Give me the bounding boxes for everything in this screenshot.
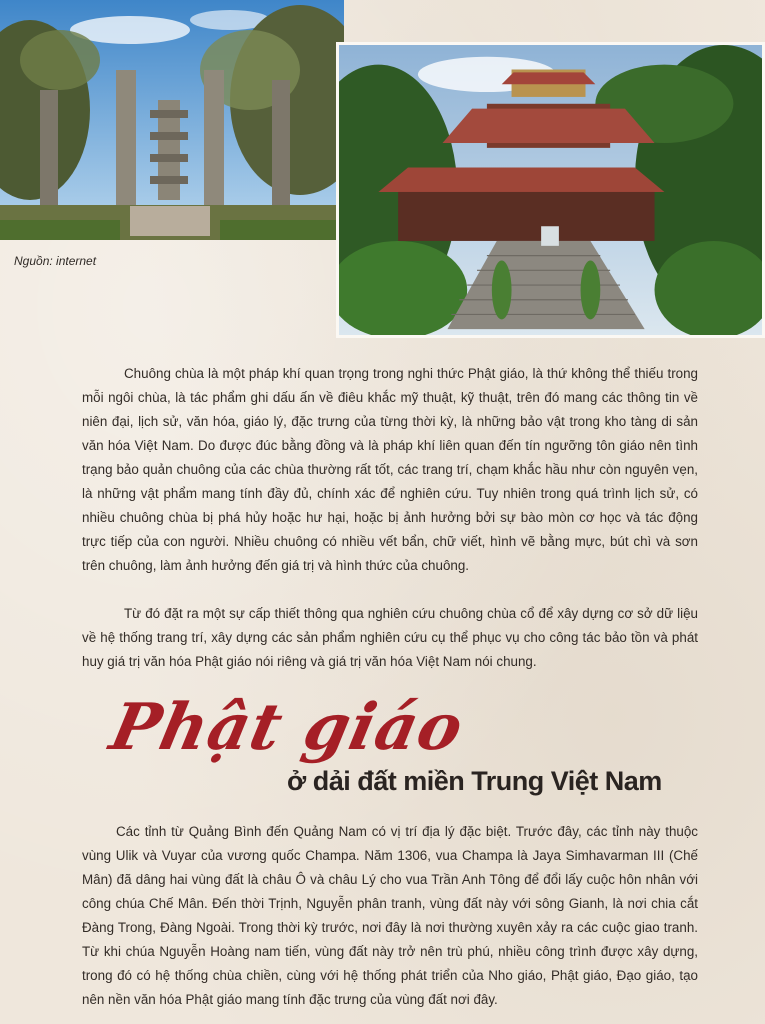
central-vietnam-history-paragraph: Các tỉnh từ Quảng Bình đến Quảng Nam có vị trí địa lý đặc biệt. Trước đây, các tỉnh này thuộc vùng Ulik và Vuyar của vương quốc Champa. Năm 1306, vua Champa là Jaya Simhavarman III (Chế Mân) đã dâng hai vùng đất là châu Ô và châu Lý cho vua Trần Anh Tông để đổi lấy cuộc hôn nhân với công chúa Chế Mân. Đến thời Trịnh, Nguyễn phân tranh, vùng đất này với sông Gianh, là nơi chia cắt Đàng Trong, Đàng Ngoài. Trong thời kỳ trước, nơi đây là nơi thường xuyên xảy ra các cuộc giao tranh. Từ khi chúa Nguyễn Hoàng nam tiến, vùng đất này trở nên trù phú, nhiều công trình được xây dựng, trong đó có hệ thống chùa chiền, cùng với hệ thống phát triển của Nho giáo, Phật giáo, Đạo giáo, tạo nên nền văn hóa Phật giáo mang tính đặc trưng của vùng đất nơi đây. — [82, 824, 698, 1007]
section-heading-script: Phật giáo — [104, 690, 471, 765]
section-heading-subtitle: ở dải đất miền Trung Việt Nam — [287, 766, 662, 796]
research-urgency-paragraph: Từ đó đặt ra một sự cấp thiết thông qua nghiên cứu chuông chùa cổ để xây dựng cơ sở dữ liệu về hệ thống trang trí, xây dựng các sản phẩm nghiên cứu cụ thể phục vụ cho công tác bảo tồn và phát huy giá trị văn hóa Phật giáo nói riêng và giá trị văn hóa Việt Nam nói chung. — [82, 606, 698, 669]
image-source-caption: Nguồn: internet — [14, 254, 97, 268]
intro-paragraph: Chuông chùa là một pháp khí quan trọng trong nghi thức Phật giáo, là thứ không thể thiếu trong mỗi ngôi chùa, là tác phẩm ghi dấu ấn về điêu khắc mỹ thuật, kỹ thuật, trên đó mang các thông tin về niên đại, lịch sử, văn hóa, giáo lý, đặc trưng của từng thời kỳ, là những bảo vật trong kho tàng di sản văn hóa Việt Nam. Do được đúc bằng đồng và là pháp khí liên quan đến tín ngưỡng tôn giáo nên tình trạng bảo quản chuông của các chùa thường rất tốt, các trang trí, chạm khắc hầu như còn nguyên vẹn, là những vật phẩm mang tính đầy đủ, chính xác để nghiên cứu. Tuy nhiên trong quá trình lịch sử, có nhiều chuông chùa bị phá hủy hoặc hư hại, hoặc bị ảnh hưởng bởi sự bào mòn cơ học và tác động trực tiếp của con người. Nhiều chuông có nhiều vết bẩn, chữ viết, hình vẽ bằng mực, bút chì và sơn trên chuông, làm ảnh hưởng đến giá trị và hình thức của chuông. — [82, 366, 698, 573]
temple-gate-pagoda-photo — [0, 0, 344, 240]
hillside-temple-photo — [336, 42, 765, 338]
